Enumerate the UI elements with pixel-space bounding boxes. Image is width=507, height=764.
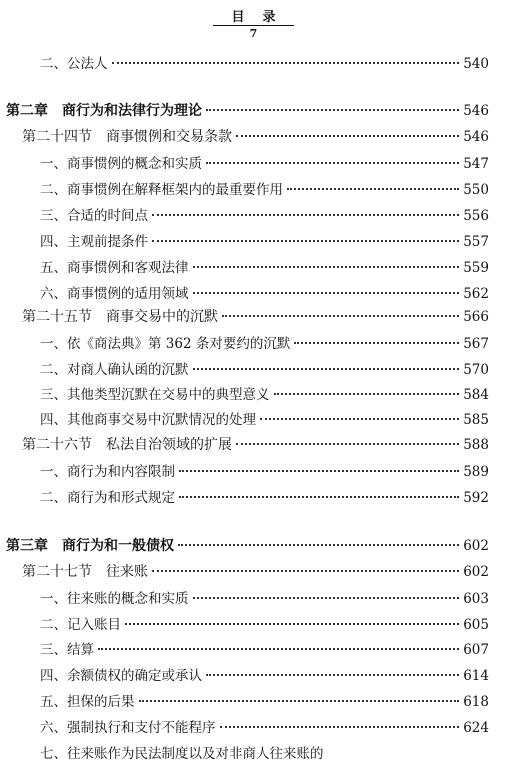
toc-entry-label: 第三章 商行为和一般债权 xyxy=(6,538,174,554)
toc-entry-label: 五、商事惯例和客观法律 xyxy=(40,260,189,276)
toc-entry-item xyxy=(40,587,489,609)
toc-entry-label: 第二十四节 商事惯例和交易条款 xyxy=(22,129,232,145)
toc-entry-item xyxy=(40,282,489,304)
toc-title: 目录 xyxy=(213,10,293,26)
toc-entry-label: 一、商行为和内容限制 xyxy=(40,464,175,480)
toc-entry-label: 七、往来账作为民法制度以及对非商人往来账的 xyxy=(40,746,324,762)
dot-leader xyxy=(179,470,459,472)
toc-entry-page: 562 xyxy=(463,286,489,302)
toc-entry-page: 540 xyxy=(463,56,489,72)
toc-entry-item xyxy=(40,52,489,74)
toc-entry-page: 592 xyxy=(463,490,489,506)
toc-entry-item xyxy=(40,613,489,635)
toc-entry-page: 589 xyxy=(463,464,489,480)
toc-entry-chapter xyxy=(6,100,489,122)
toc-entry-label: 一、依《商法典》第 362 条对要约的沉默 xyxy=(40,336,291,352)
toc-entry-page: 566 xyxy=(463,309,489,325)
toc-entry-item xyxy=(40,204,489,226)
toc-entry-page: 588 xyxy=(463,437,489,453)
toc-entry-chapter xyxy=(6,535,489,557)
page-number: 7 xyxy=(249,27,258,40)
dot-leader xyxy=(193,597,460,599)
toc-entry-item xyxy=(40,332,489,354)
toc-entry-label: 二、商行为和形式规定 xyxy=(40,490,175,506)
toc-entry-item xyxy=(40,460,489,482)
toc-entry-label: 一、往来账的概念和实质 xyxy=(40,591,189,607)
toc-entry-item xyxy=(40,178,489,200)
dot-leader xyxy=(152,240,459,242)
dot-leader xyxy=(193,266,460,268)
toc-entry-page: 556 xyxy=(463,208,489,224)
toc-entry-item xyxy=(40,716,489,738)
toc-entry-page: 546 xyxy=(463,103,489,119)
toc-entry-page: 602 xyxy=(463,538,489,554)
dot-leader xyxy=(152,214,459,216)
toc-entry-item xyxy=(40,256,489,278)
dot-leader xyxy=(206,162,459,164)
toc-entry-item xyxy=(40,690,489,712)
dot-leader xyxy=(178,544,459,546)
dot-leader xyxy=(236,135,459,137)
toc-entry-item xyxy=(40,664,489,686)
dot-leader xyxy=(287,188,459,190)
toc-entry-item xyxy=(40,152,489,174)
toc-entry-label: 第二十七节 往来账 xyxy=(22,564,148,580)
dot-leader xyxy=(98,648,459,650)
toc-entry-label: 三、其他类型沉默在交易中的典型意义 xyxy=(40,387,270,403)
toc-entry-label: 二、商事惯例在解释框架内的最重要作用 xyxy=(40,182,283,198)
dot-leader xyxy=(179,496,459,498)
toc-entry-label: 三、结算 xyxy=(40,642,94,658)
toc-entry-label: 二、对商人确认函的沉默 xyxy=(40,362,189,378)
toc-entry-page: 624 xyxy=(463,720,489,736)
toc-entry-label: 四、余额债权的确定或承认 xyxy=(40,668,202,684)
toc-entry-page: 570 xyxy=(463,362,489,378)
dot-leader xyxy=(236,443,459,445)
dot-leader xyxy=(206,674,459,676)
toc-entry-item xyxy=(40,486,489,508)
toc-entry-section xyxy=(22,306,489,328)
toc-entry-label: 第二十五节 商事交易中的沉默 xyxy=(22,309,218,325)
toc-entry-item xyxy=(40,358,489,380)
dot-leader xyxy=(206,109,459,111)
toc-entry-page: 559 xyxy=(463,260,489,276)
toc-entry-label: 第二十六节 私法自治领域的扩展 xyxy=(22,437,232,453)
toc-entry-page: 614 xyxy=(463,668,489,684)
toc-entry-page: 567 xyxy=(463,336,489,352)
toc-entry-label: 六、强制执行和支付不能程序 xyxy=(40,720,216,736)
toc-entry-page: 618 xyxy=(463,694,489,710)
dot-leader xyxy=(274,393,460,395)
dot-leader xyxy=(152,570,459,572)
dot-leader xyxy=(139,700,460,702)
dot-leader xyxy=(112,62,460,64)
dot-leader xyxy=(222,315,459,317)
toc-entry-page: 584 xyxy=(463,387,489,403)
dot-leader xyxy=(125,623,459,625)
toc-entry-page: 603 xyxy=(463,591,489,607)
toc-entry-label: 二、公法人 xyxy=(40,56,108,72)
dot-leader xyxy=(193,292,460,294)
toc-entry-label: 二、记入账目 xyxy=(40,617,121,633)
toc-entry-page: 605 xyxy=(463,617,489,633)
toc-entry-item xyxy=(40,408,489,430)
toc-entry-label: 三、合适的时间点 xyxy=(40,208,148,224)
dot-leader xyxy=(294,342,459,344)
toc-entry-item xyxy=(40,383,489,405)
toc-entry-item xyxy=(40,638,489,660)
toc-entry-label: 一、商事惯例的概念和实质 xyxy=(40,156,202,172)
toc-entry-page: 607 xyxy=(463,642,489,658)
toc-entry-section xyxy=(22,561,489,583)
toc-entry-label: 五、担保的后果 xyxy=(40,694,135,710)
toc-entry-page: 585 xyxy=(463,412,489,428)
toc-entry-page: 557 xyxy=(463,234,489,250)
toc-entry-label: 四、其他商事交易中沉默情况的处理 xyxy=(40,412,256,428)
toc-entry-page: 547 xyxy=(463,156,489,172)
toc-entry-section xyxy=(22,434,489,456)
toc-entry-page: 546 xyxy=(463,129,489,145)
toc-entry-label: 四、主观前提条件 xyxy=(40,234,148,250)
dot-leader xyxy=(220,726,460,728)
toc-entry-page: 550 xyxy=(463,182,489,198)
toc-entry-page: 602 xyxy=(463,564,489,580)
toc-entry-label: 第二章 商行为和法律行为理论 xyxy=(6,103,202,119)
toc-entry-item xyxy=(40,230,489,252)
toc-entry-section xyxy=(22,126,489,148)
toc-entry-label: 六、商事惯例的适用领域 xyxy=(40,286,189,302)
dot-leader xyxy=(193,368,460,370)
dot-leader xyxy=(260,418,459,420)
